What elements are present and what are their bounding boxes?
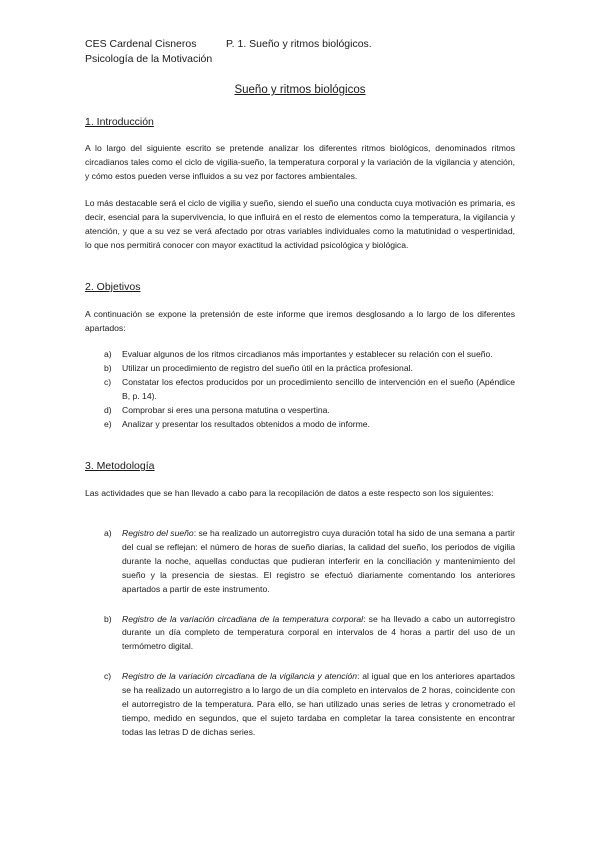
list-marker: a) <box>104 528 112 538</box>
header-institution: CES Cardenal Cisneros <box>85 38 197 50</box>
method-text: : se ha realizado un autorregistro cuya duración total ha sido de una semana a partir del cual se reflejan: el número de horas de sueño diarias, la calidad del sueño, los periodos de vigilia durante la noche, aquellas conductas que pudieran interferir en la conciliación y mantenimiento del sueño y la presencia de siestas. El registro se efectuó diariamente comentando los anteriores apartados a partir de este instrumento. <box>122 528 515 594</box>
document-title: Sueño y ritmos biológicos <box>234 84 366 96</box>
objective-item-c <box>85 376 515 404</box>
method-text: : al igual que en los anteriores apartados se ha realizado un autorregistro a lo largo de un día completo en intervalos de 2 horas, coincidente con el autorregistro de la temperatura. Para ello, se han utilizado unas series de letras y cronometrado el tiempo, medido en segundos, que el sujeto tardaba en completar la tarea consistente en encontrar todas las letras D de dichas series. <box>122 671 515 737</box>
method-item-a <box>85 527 515 597</box>
list-marker: c) <box>104 376 112 387</box>
objective-text: Comprobar si eres una persona matutina o vespertina. <box>122 404 330 415</box>
objective-text: Analizar y presentar los resultados obtenidos a modo de informe. <box>122 418 370 429</box>
intro-paragraph-1: A lo largo del siguiente escrito se pretende analizar los diferentes ritmos biológicos, denominados ritmos circadianos tales como el ciclo de vigilia-sueño, la temperatura corporal y la variación de la vigilancia y atención, y cómo estos pueden verse influidos a su vez por factores ambientales. <box>85 143 515 181</box>
header-subject: Psicología de la Motivación <box>85 53 213 65</box>
objective-item-a <box>85 348 515 362</box>
objectives-intro: A continuación se expone la pretensión de este informe que iremos desglosando a lo largo de los diferentes apartados: <box>85 309 515 333</box>
method-term: Registro de la variación circadiana de la vigilancia y atención <box>122 671 358 682</box>
method-text: : se ha llevado a cabo un autorregistro durante un día completo de temperatura corporal en intervalos de 4 horas a partir del uso de un termómetro digital. <box>122 613 516 652</box>
methodology-intro: Las actividades que se han llevado a cabo para la recopilación de datos a este respecto son los siguientes: <box>85 488 494 498</box>
list-marker: b) <box>104 613 112 624</box>
method-term: Registro de la variación circadiana de la temperatura corporal <box>122 613 364 624</box>
methodology-heading: 3. Metodología <box>85 460 155 472</box>
method-item-b <box>85 613 515 655</box>
list-marker: d) <box>104 404 112 415</box>
objective-text: Constatar los efectos producidos por un procedimiento sencillo de intervención en el sueño (Apéndice B, p. 14). <box>122 376 515 401</box>
objectives-heading: 2. Objetivos <box>85 281 141 293</box>
list-marker: a) <box>104 349 112 359</box>
list-marker: e) <box>104 418 112 429</box>
methodology-list <box>85 527 515 756</box>
list-marker: c) <box>104 671 112 682</box>
list-marker: b) <box>104 362 112 373</box>
objective-item-e <box>85 418 515 432</box>
objective-text: Utilizar un procedimiento de registro del sueño útil en la práctica profesional. <box>122 362 413 373</box>
objectives-list <box>85 348 515 431</box>
method-term: Registro del sueño <box>122 528 194 538</box>
objective-text: Evaluar algunos de los ritmos circadianos más importantes y establecer su relación con el sueño. <box>122 349 493 359</box>
intro-heading: 1. Introducción <box>85 116 154 128</box>
method-item-c <box>85 670 515 740</box>
objective-item-d <box>85 404 515 418</box>
objective-item-b <box>85 362 515 376</box>
intro-paragraph-2: Lo más destacable será el ciclo de vigilia y sueño, siendo el sueño una conducta cuya motivación es primaria, es decir, esencial para la supervivencia, lo que influirá en el resto de elementos como la temperatura, la vigilancia y atención, y que a su vez se verá afectado por otras variables individuales como la matutinidad o vespertinidad, lo que nos permitirá conocer con mayor exactitud la actividad psicológica y biológica. <box>85 198 515 250</box>
header-practice: P. 1. Sueño y ritmos biológicos. <box>226 38 372 50</box>
